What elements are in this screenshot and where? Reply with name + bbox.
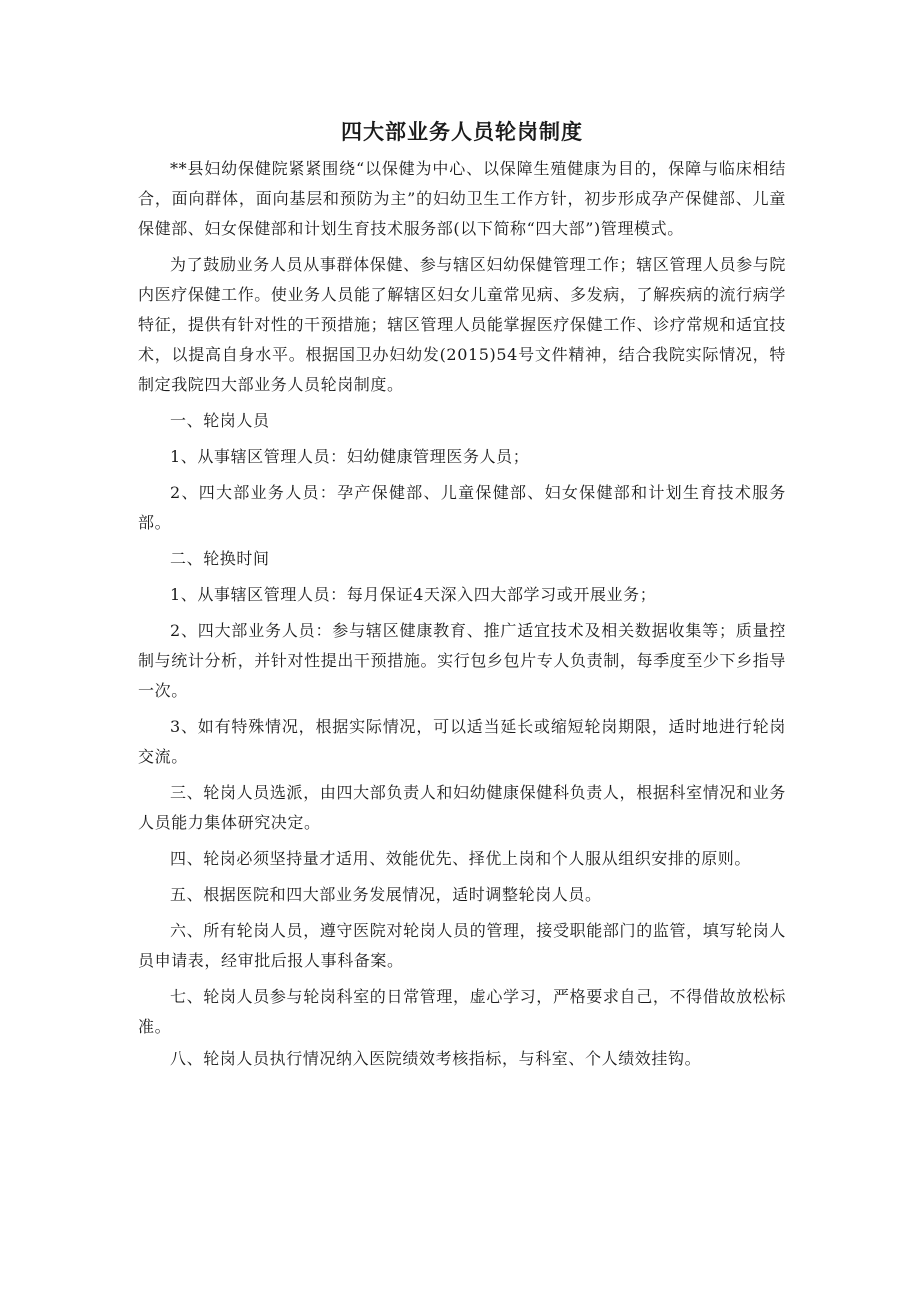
- rule-management: 六、所有轮岗人员，遵守医院对轮岗人员的管理，接受职能部门的监管，填写轮岗人员申请表，经审批后报人事科备案。: [138, 921, 786, 970]
- rotation-time-item-2: 2、四大部业务人员：参与辖区健康教育、推广适宜技术及相关数据收集等；质量控制与统计分析，并针对性提出干预措施。实行包乡包片专人负责制，每季度至少下乡指导一次。: [138, 621, 786, 700]
- document-title: 四大部业务人员轮岗制度: [341, 120, 583, 144]
- rule-adjustment: 五、根据医院和四大部业务发展情况，适时调整轮岗人员。: [170, 885, 602, 904]
- rule-performance: 八、轮岗人员执行情况纳入医院绩效考核指标，与科室、个人绩效挂钩。: [170, 1049, 702, 1068]
- rule-principles: 四、轮岗必须坚持量才适用、效能优先、择优上岗和个人服从组织安排的原则。: [170, 849, 752, 868]
- rule-selection: 三、轮岗人员选派，由四大部负责人和妇幼健康保健科负责人，根据科室情况和业务人员能力集体研究决定。: [138, 783, 786, 832]
- rotation-time-item-1: 1、从事辖区管理人员：每月保证4天深入四大部学习或开展业务；: [170, 585, 657, 604]
- purpose-paragraph: 为了鼓励业务人员从事群体保健、参与辖区妇幼保健管理工作；辖区管理人员参与院内医疗保健工作。使业务人员能了解辖区妇女儿童常见病、多发病，了解疾病的流行病学特征，提供有针对性的干预措施；辖区管理人员能掌握医疗保健工作、诊疗常规和适宜技术，以提高自身水平。根据国卫办妇幼发(2015)54号文件精神，结合我院实际情况，特制定我院四大部业务人员轮岗制度。: [138, 255, 786, 394]
- rotation-time-item-3: 3、如有特殊情况，根据实际情况，可以适当延长或缩短轮岗期限，适时地进行轮岗交流。: [138, 717, 786, 766]
- document-page: [138, 112, 786, 1080]
- intro-paragraph: **县妇幼保健院紧紧围绕“以保健为中心、以保障生殖健康为目的，保障与临床相结合，面向群体，面向基层和预防为主”的妇幼卫生工作方针，初步形成孕产保健部、儿童保健部、妇女保健部和计划生育技术服务部(以下简称“四大部”)管理模式。: [138, 159, 786, 238]
- rotation-staff-item-1: 1、从事辖区管理人员：妇幼健康管理医务人员；: [170, 447, 530, 466]
- section-heading-rotation-time: 二、轮换时间: [170, 549, 270, 568]
- rotation-staff-item-2: 2、四大部业务人员：孕产保健部、儿童保健部、妇女保健部和计划生育技术服务部。: [138, 483, 786, 532]
- rule-daily-management: 七、轮岗人员参与轮岗科室的日常管理，虚心学习，严格要求自己，不得借故放松标准。: [138, 987, 786, 1036]
- section-heading-rotation-staff: 一、轮岗人员: [170, 411, 270, 430]
